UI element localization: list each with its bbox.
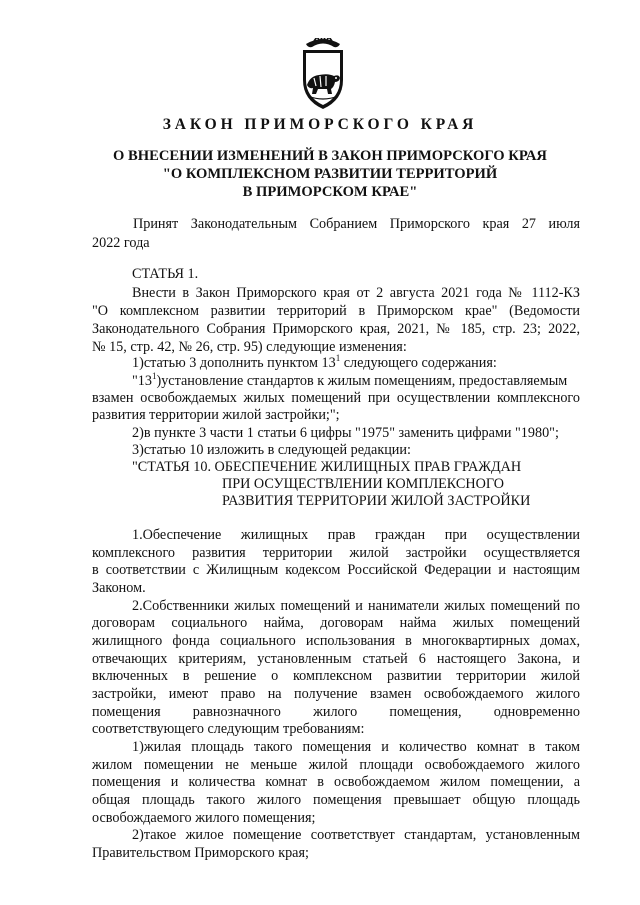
law-subtitle-line-3: В ПРИМОРСКОМ КРАЕ" [242, 184, 418, 200]
inserted-clause-line-1: "$13^1)установление$ стандартов к жилым помещениям, предоставляемым [132, 371, 568, 389]
adopted-statement-line-1: Принят Законодательным Собранием Приморского края 27 июля [133, 216, 580, 232]
amendment-item-1: 1)статью 3 дополнить пунктом $13^1$ следующего содержания: [132, 353, 497, 371]
paragraph-1-line-1: 1.Обеспечение жилищных прав граждан при осуществлении [132, 527, 580, 543]
paragraph-2-line-7: помещения равнозначного жилого помещения, одновременно [92, 704, 580, 720]
article-1-intro-line-1: Внести в Закон Приморского края от 2 августа 2021 года № 1112-КЗ [132, 285, 580, 301]
subitem-1-line-4: общая площадь такого жилого помещения превышает общую площадь [92, 792, 580, 808]
paragraph-2-line-4: отвечающих критериям, установленным статьей 6 настоящего Закона, и [92, 651, 580, 667]
paragraph-1-line-4: Законом. [92, 580, 146, 596]
paragraph-2-line-3: жилищного фонда социального использования в многоквартирных домах, [92, 633, 580, 649]
article-1-intro-line-2: "О комплексном развитии территорий в Приморском крае" (Ведомости [92, 303, 580, 319]
amendment-item-3: 3)статью 10 изложить в следующей редакции: [132, 442, 411, 458]
article-1-intro-line-4: № 15, стр. 42, № 26, стр. 95) следующие изменения: [92, 339, 407, 355]
paragraph-2-line-1: 2.Собственники жилых помещений и наниматели жилых помещений по [132, 598, 580, 614]
paragraph-1-line-3: в соответствии с Жилищным кодексом Российской Федерации и настоящим [92, 562, 580, 578]
paragraph-2-line-6: застройки, имеют право на получение взамен освобождаемого жилого [92, 686, 580, 702]
article-10-heading-line-3: РАЗВИТИЯ ТЕРРИТОРИИ ЖИЛОЙ ЗАСТРОЙКИ [222, 493, 531, 509]
inserted-clause-line-3: развития территории жилой застройки;"; [92, 407, 340, 423]
law-title: ЗАКОН ПРИМОРСКОГО КРАЯ [162, 116, 478, 133]
subitem-1-line-5: освобождаемого жилого помещения; [92, 810, 316, 826]
paragraph-1-line-2: комплексного развития территории жилой застройки осуществляется [92, 545, 580, 561]
subitem-2-line-1: 2)такое жилое помещение соответствует стандартам, установленным [132, 827, 580, 843]
subitem-1-line-2: жилом помещении не меньше жилой площади освобождаемого жилого [92, 757, 580, 773]
subitem-1-line-1: 1)жилая площадь такого помещения и количество комнат в таком [132, 739, 580, 755]
paragraph-2-line-5: включенных в решение о комплексном развитии территории жилой [92, 668, 580, 684]
adopted-statement-line-2: 2022 года [92, 235, 150, 251]
law-subtitle-line-2: "О КОМПЛЕКСНОМ РАЗВИТИИ ТЕРРИТОРИЙ [162, 166, 498, 182]
subitem-1-line-3: помещения и количества комнат в освобождаемом жилом помещении, а [92, 774, 580, 790]
article-1-heading: СТАТЬЯ 1. [132, 266, 199, 282]
coat-of-arms-emblem [294, 38, 352, 112]
article-10-heading-line-1: "СТАТЬЯ 10. ОБЕСПЕЧЕНИЕ ЖИЛИЩНЫХ ПРАВ ГРАЖДАН [132, 459, 522, 475]
article-1-intro-line-3: Законодательного Собрания Приморского края, 2021, № 185, стр. 23; 2022, [92, 321, 580, 337]
paragraph-2-line-8: соответствующего следующим требованиям: [92, 721, 365, 737]
law-subtitle-line-1: О ВНЕСЕНИИ ИЗМЕНЕНИЙ В ЗАКОН ПРИМОРСКОГО КРАЯ [113, 148, 547, 164]
article-10-heading-line-2: ПРИ ОСУЩЕСТВЛЕНИИ КОМПЛЕКСНОГО [222, 476, 504, 492]
subitem-2-line-2: Правительством Приморского края; [92, 845, 309, 861]
paragraph-2-line-2: договорам социального найма, договорам найма жилых помещений [92, 615, 580, 631]
inserted-clause-line-2: взамен освобождаемых жилых помещений при осуществлении комплексного [92, 390, 580, 406]
amendment-item-2: 2)в пункте 3 части 1 статьи 6 цифры "1975" заменить цифрами "1980"; [132, 425, 559, 441]
